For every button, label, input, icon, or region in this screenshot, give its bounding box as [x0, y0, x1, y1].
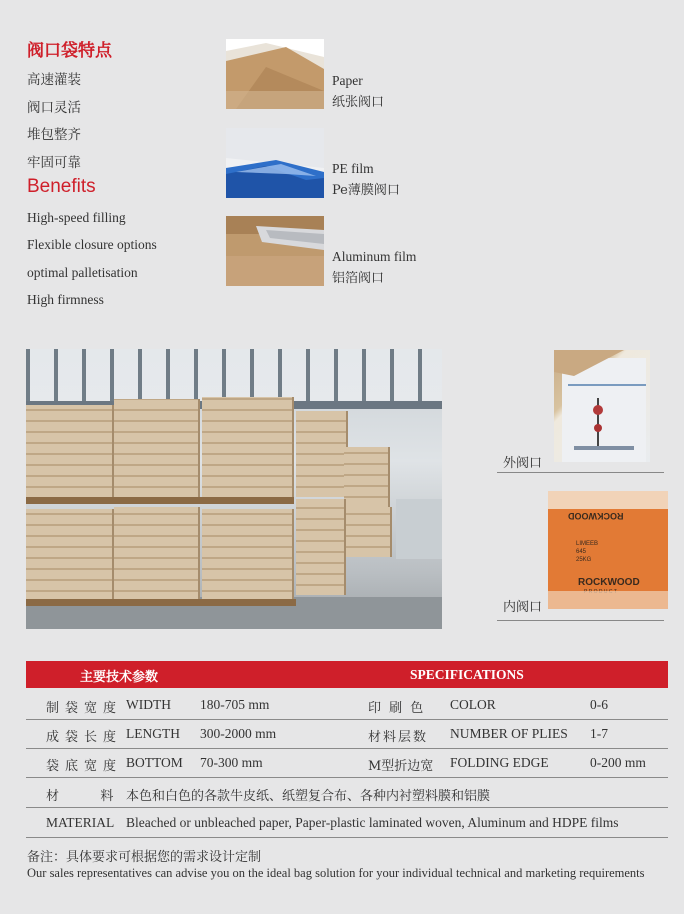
spec-row-material-cn: [26, 778, 668, 808]
spec-label-en: NUMBER OF PLIES: [450, 726, 568, 741]
inner-valve-bag-photo: [548, 491, 668, 609]
spec-label-cn: 袋底宽度: [46, 759, 123, 774]
spec-header-en: SPECIFICATIONS: [410, 667, 524, 682]
spec-label-en: BOTTOM: [126, 755, 183, 770]
aluminum-valve-label: [332, 246, 416, 290]
benefit-item: optimal palletisation: [27, 265, 138, 280]
spec-header-cn: 主要技术参数: [80, 670, 159, 685]
outer-valve-bag-photo: [554, 350, 650, 462]
bag-brand-mirrored: ROCKWOOD: [568, 511, 624, 521]
spec-label-cn: 制袋宽度: [46, 701, 123, 716]
note-cn: 备注：具体要求可根据您的需求设计定制: [27, 850, 262, 865]
benefits-title: Benefits: [27, 176, 96, 197]
divider: [497, 472, 664, 473]
valve-label-cn: 铝箔阀口: [332, 271, 385, 286]
feature-cn-item: 堆包整齐: [27, 127, 81, 143]
valve-label-en: PE film: [332, 161, 374, 176]
valve-label-cn: Pe薄膜阀口: [332, 183, 400, 198]
aluminum-film-valve-image: [226, 216, 324, 286]
paper-valve-label: [332, 70, 384, 114]
spec-label-cn: 材料层数: [368, 730, 429, 745]
material-label-en: MATERIAL: [46, 815, 115, 830]
material-label-cn: 材 料: [46, 789, 114, 804]
feature-cn-item: 阀口灵活: [27, 100, 81, 116]
outer-valve-label: 外阀口: [503, 455, 543, 470]
spec-row-material-en: [26, 807, 668, 838]
bag-brand: ROCKWOOD: [578, 577, 640, 588]
valve-label-en: Aluminum film: [332, 249, 417, 264]
spec-label-cn: 成袋长度: [46, 730, 123, 745]
spec-label-cn: 印 刷 色: [368, 701, 426, 716]
pe-valve-label: [332, 158, 400, 202]
spec-label-en: LENGTH: [126, 726, 180, 741]
benefit-item: Flexible closure options: [27, 237, 157, 252]
benefit-item: High-speed filling: [27, 210, 126, 225]
valve-label-cn: 纸张阀口: [332, 95, 385, 110]
benefit-item: High firmness: [27, 292, 104, 307]
feature-cn-item: 牢固可靠: [27, 155, 81, 171]
valve-label-en: Paper: [332, 73, 363, 88]
feature-cn-item: 高速灌装: [27, 72, 81, 88]
note-en: Our sales representatives can advise you on the ideal bag solution for your individual technical and marketing requirements: [27, 866, 645, 880]
bag-text: LIMEEB: [576, 541, 599, 547]
spec-row: [26, 719, 668, 749]
bag-text: 25KG: [576, 557, 592, 563]
spec-row: [26, 690, 668, 720]
spec-value: 300-2000 mm: [200, 726, 277, 741]
spec-label-en: COLOR: [450, 697, 496, 712]
material-value-en: Bleached or unbleached paper, Paper-plastic laminated woven, Aluminum and HDPE films: [126, 815, 619, 830]
pe-film-valve-image: [226, 128, 324, 198]
spec-label-en: FOLDING EDGE: [450, 755, 549, 770]
spec-row: [26, 748, 668, 778]
spec-value: 0-6: [590, 697, 608, 712]
features-title-cn: 阀口袋特点: [27, 41, 112, 61]
divider: [497, 620, 664, 621]
inner-valve-label: 内阀口: [503, 599, 543, 614]
spec-header: [26, 661, 668, 688]
material-value-cn: 本色和白色的各款牛皮纸、纸塑复合布、各种内衬塑料膜和铝膜: [126, 789, 491, 804]
spec-value: 1-7: [590, 726, 608, 741]
spec-value: 0-200 mm: [590, 755, 646, 770]
spec-label-en: WIDTH: [126, 697, 171, 712]
bag-text: 645: [576, 549, 587, 555]
spec-label-cn: M型折边宽: [368, 759, 434, 774]
warehouse-photo: [26, 349, 442, 629]
spec-value: 70-300 mm: [200, 755, 263, 770]
paper-valve-image: [226, 39, 324, 109]
spec-value: 180-705 mm: [200, 697, 270, 712]
